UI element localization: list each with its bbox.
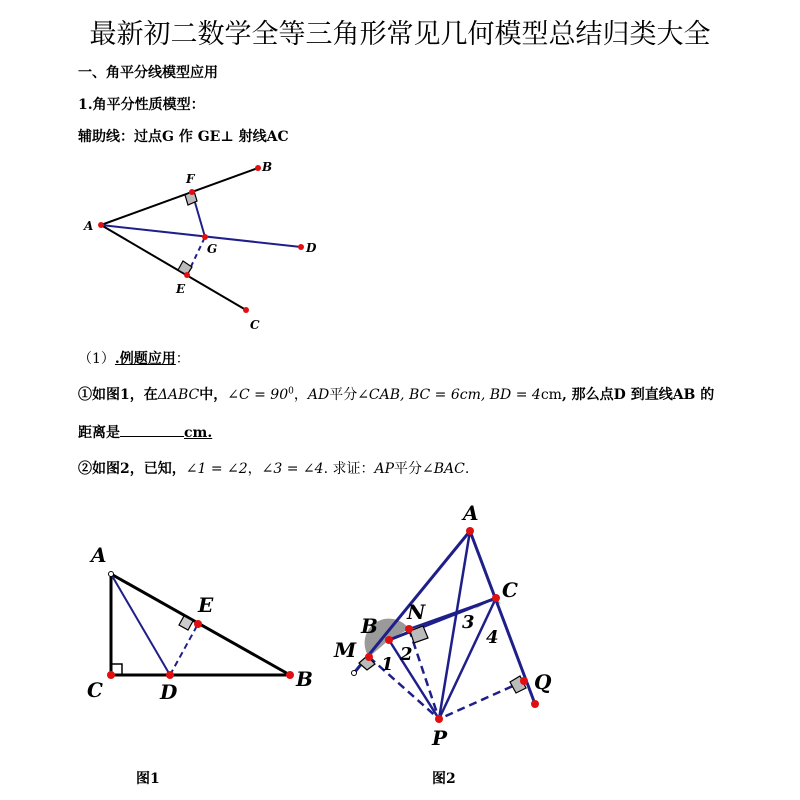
label-g0: G: [207, 242, 218, 256]
ray-ab: [101, 168, 258, 225]
q1-unit: cm.: [184, 425, 213, 441]
label-c2: C: [502, 578, 518, 602]
example-heading-label: .例题应用: [114, 351, 176, 367]
q2-bisect: 平分: [394, 461, 422, 477]
auxiliary-line-text: 辅助线：过点G 作 GE⊥ 射线AC: [78, 129, 289, 145]
figure-2: [333, 501, 552, 750]
label-e1: E: [198, 593, 214, 617]
segment-de-dashed: [170, 624, 198, 675]
line-qp-dashed: [439, 681, 524, 719]
point-e1: [194, 620, 202, 628]
point-b2: [385, 636, 393, 644]
label-a0: A: [84, 219, 94, 233]
example-heading-suffix: ：: [175, 351, 190, 367]
label-d1: D: [160, 680, 178, 704]
line-mp-dashed: [369, 657, 439, 719]
point-c0: [243, 307, 249, 313]
label-n2: N: [407, 600, 426, 624]
q1-lead: ①如图1，在: [78, 387, 158, 403]
section-heading: 一、角平分线模型应用: [78, 65, 218, 81]
point-d0: [298, 244, 304, 250]
point-c1: [107, 671, 115, 679]
point-a2: [466, 527, 474, 535]
q1-p4: , 那么点D 到直线AB 的: [561, 387, 715, 403]
point-b0: [255, 165, 261, 171]
point-a1: [109, 572, 114, 577]
label-p2: P: [432, 726, 448, 750]
q1-p1: 中，: [199, 387, 228, 403]
line-bp: [389, 640, 439, 719]
label-f0: F: [186, 172, 195, 186]
q1-cab: ∠CAB, BC = 6cm, BD = 4: [357, 387, 541, 403]
label-angle-2: 2: [400, 644, 413, 665]
point-e0: [184, 272, 190, 278]
point-c2: [492, 594, 500, 602]
label-b0: B: [262, 160, 273, 174]
q2-prove: . 求证：: [323, 461, 375, 477]
label-a2: A: [463, 501, 479, 525]
label-b1: B: [296, 667, 313, 691]
point-g0: [202, 234, 208, 240]
example-heading-prefix: （1）: [78, 351, 115, 367]
label-a1: A: [91, 543, 107, 567]
page-title: 最新初二数学全等三角形常见几何模型总结归类大全: [89, 19, 711, 50]
q2-ap: AP: [374, 461, 394, 477]
label-b2: B: [361, 614, 378, 638]
point-p2: [435, 715, 443, 723]
point-d1: [166, 671, 174, 679]
q1-triangle: ΔABC: [157, 387, 200, 403]
point-m2-end: [352, 671, 357, 676]
point-f0: [189, 189, 195, 195]
q2-bac: ∠BAC: [422, 461, 465, 477]
q2-angles-12: ∠1 = ∠2: [185, 461, 248, 477]
q2-sep: ，: [247, 461, 262, 477]
q1-cm: cm: [540, 387, 562, 403]
label-angle-4: 4: [486, 627, 499, 648]
label-q2: Q: [534, 670, 552, 694]
label-c0: C: [250, 318, 260, 332]
label-m2: M: [334, 638, 357, 662]
q1-ad: AD: [307, 387, 330, 403]
q2-lead: ②如图2，已知，: [78, 461, 186, 477]
q2-end: .: [464, 461, 470, 477]
q1-line2-lead: 距离是: [78, 425, 120, 441]
label-angle-1: 1: [381, 654, 394, 675]
subsection-heading: 1.角平分性质模型：: [78, 97, 205, 113]
figure-bisector-model: [83, 160, 317, 332]
point-n2: [405, 625, 413, 633]
q2-angles-34: ∠3 = ∠4: [261, 461, 324, 477]
point-b1: [286, 671, 294, 679]
q1-p3: 平分: [329, 387, 358, 403]
label-angle-3: 3: [462, 612, 475, 633]
q1-angle: ∠C = 90: [227, 387, 289, 403]
point-q2-end: [531, 700, 539, 708]
figure-2-caption: 图2: [432, 771, 456, 787]
point-a0: [98, 222, 104, 228]
label-d0: D: [306, 241, 317, 255]
figure-1-caption: 图1: [136, 771, 160, 787]
figure-1: [87, 543, 313, 704]
label-c1: C: [87, 678, 103, 702]
q1-p2: ，: [293, 387, 308, 403]
point-q2: [520, 677, 528, 685]
label-e0: E: [176, 282, 186, 296]
q1-degree: 0: [288, 386, 294, 397]
point-m2: [365, 653, 373, 661]
